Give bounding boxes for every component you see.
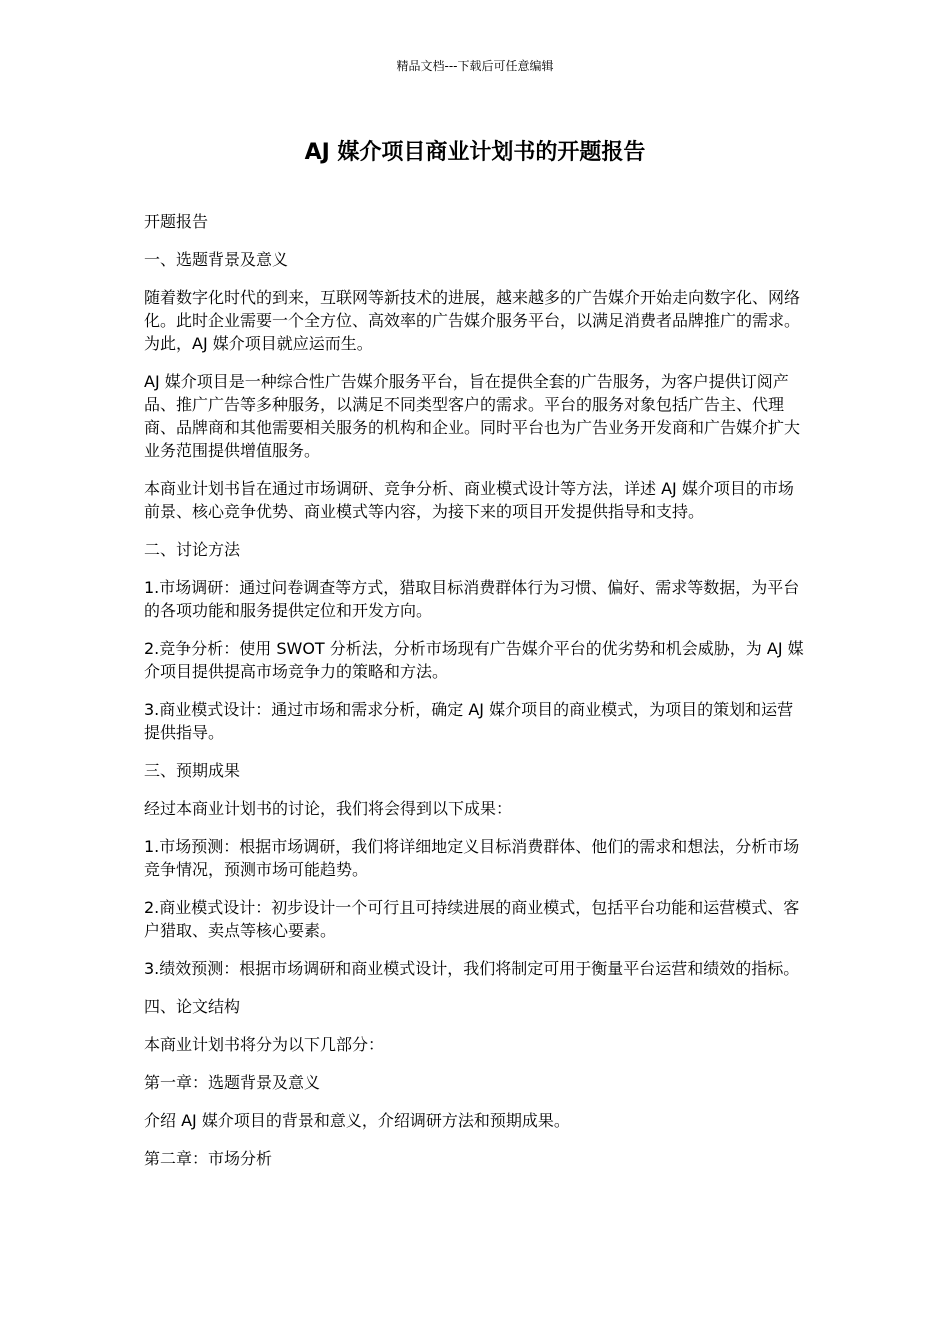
paragraph: 随着数字化时代的到来，互联网等新技术的进展，越来越多的广告媒介开始走向数字化、网络化。此时企业需要一个全方位、高效率的广告媒介服务平台，以满足消费者品牌推广的需求。为此，AJ 媒介项目就应运而生。 xyxy=(144,288,801,353)
list-item: 3.商业模式设计：通过市场和需求分析，确定 AJ 媒介项目的商业模式，为项目的策划和运营提供指导。 xyxy=(144,700,794,742)
paragraph: 本商业计划书旨在通过市场调研、竞争分析、商业模式设计等方法，详述 AJ 媒介项目的市场前景、核心竞争优势、商业模式等内容，为接下来的项目开发提供指导和支持。 xyxy=(144,479,794,521)
list-item: 3.绩效预测：根据市场调研和商业模式设计，我们将制定可用于衡量平台运营和绩效的指标。 xyxy=(144,959,800,978)
chapter-heading: 第二章：市场分析 xyxy=(144,1149,273,1168)
paragraph: AJ 媒介项目是一种综合性广告媒介服务平台，旨在提供全套的广告服务，为客户提供订阅产品、推广广告等多种服务，以满足不同类型客户的需求。平台的服务对象包括广告主、代理商、品牌商和其他需要相关服务的机构和企业。同时平台也为广告业务开发商和广告媒介扩大业务范围提供增值服务。 xyxy=(144,372,801,460)
list-item: 1.市场调研：通过问卷调查等方式，猎取目标消费群体行为习惯、偏好、需求等数据，为平台的各项功能和服务提供定位和开发方向。 xyxy=(144,578,800,620)
paragraph-report-label: 开题报告 xyxy=(144,212,209,231)
section-heading-structure: 四、论文结构 xyxy=(144,997,241,1016)
list-item: 1.市场预测：根据市场调研，我们将详细地定义目标消费群体、他们的需求和想法，分析市场竞争情况，预测市场可能趋势。 xyxy=(144,837,800,879)
paragraph: 经过本商业计划书的讨论，我们将会得到以下成果： xyxy=(144,799,513,818)
paragraph: 本商业计划书将分为以下几部分： xyxy=(144,1035,385,1054)
paragraph: 介绍 AJ 媒介项目的背景和意义，介绍调研方法和预期成果。 xyxy=(144,1111,570,1130)
header-note: 精品文档---下载后可任意编辑 xyxy=(396,59,554,73)
section-heading-background: 一、选题背景及意义 xyxy=(144,250,289,269)
list-item: 2.商业模式设计：初步设计一个可行且可持续进展的商业模式，包括平台功能和运营模式、客户猎取、卖点等核心要素。 xyxy=(144,898,800,940)
list-item: 2.竞争分析：使用 SWOT 分析法，分析市场现有广告媒介平台的优劣势和机会威胁，为 AJ 媒介项目提供提高市场竞争力的策略和方法。 xyxy=(144,639,804,681)
section-heading-methods: 二、讨论方法 xyxy=(144,540,241,559)
document-title: AJ 媒介项目商业计划书的开题报告 xyxy=(304,140,646,165)
chapter-heading: 第一章：选题背景及意义 xyxy=(144,1073,321,1092)
section-heading-outcomes: 三、预期成果 xyxy=(144,761,241,780)
document-body xyxy=(144,210,808,1185)
